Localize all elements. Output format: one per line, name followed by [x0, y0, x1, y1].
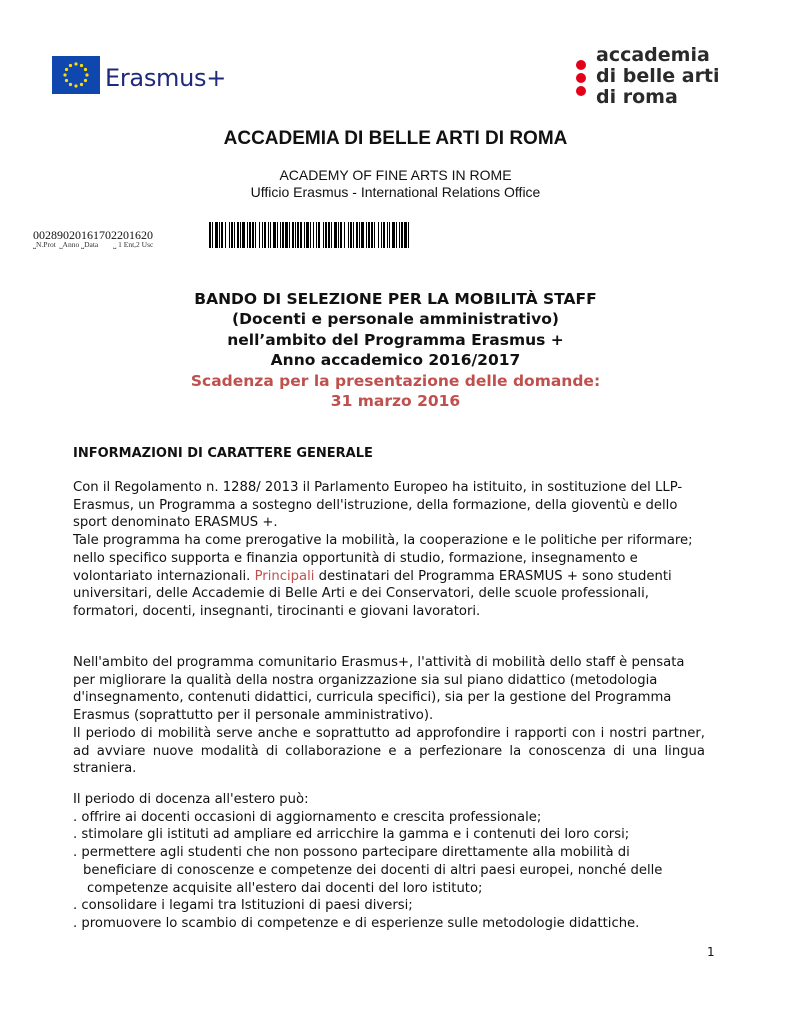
barcode-bar [387, 222, 388, 248]
barcode-bar [338, 222, 339, 248]
barcode-bar [270, 222, 271, 248]
barcode-bar [348, 222, 349, 248]
barcode-bar [366, 222, 367, 248]
barcode-bar [242, 222, 245, 248]
barcode-bar [215, 222, 218, 248]
barcode-bar [399, 222, 400, 248]
paragraph-programme [73, 532, 705, 621]
barcode-bar [237, 222, 239, 248]
barcode-bar [289, 222, 290, 248]
academy-logo-line-1: accademia [596, 44, 710, 66]
barcode-bar [316, 222, 317, 248]
deadline-date: 31 marzo 2016 [330, 392, 461, 410]
barcode-bar [383, 222, 385, 248]
barcode-bar [368, 222, 370, 248]
eu-flag-logo [52, 56, 100, 94]
barcode-bar [280, 222, 281, 248]
eu-stars-icon [52, 56, 100, 94]
paragraph-staff-mobility-s1: Nell'ambito del programma comunitario Erasmus+, l'attività di mobilità dello staff è pensata per migliorare la qualità della nostra organizzazione sia sul piano didattico (metodologia d'insegnamento, contenuti didattici, curricula specifici), sia per la gestione del Programma Erasmus (soprattutto per il personale amministrativo). [73, 655, 685, 724]
section-heading: INFORMAZIONI DI CARATTERE GENERALE [73, 446, 373, 461]
barcode-bar [356, 222, 358, 248]
barcode-bar [212, 222, 213, 248]
barcode-bar [331, 222, 332, 248]
barcode-bar [334, 222, 337, 248]
barcode-bar [255, 222, 256, 248]
barcode-bar [285, 222, 288, 248]
list-item-continuation: beneficiare di conoscenze e competenze dei docenti di altri paesi europei, nonché delle [83, 862, 663, 878]
barcode-bar [249, 222, 251, 248]
barcode-bar [404, 222, 407, 248]
barcode-bar [371, 222, 373, 248]
barcode-bar [209, 222, 211, 248]
barcode-bar [273, 222, 276, 248]
barcode-bar [297, 222, 299, 248]
barcode-bar [359, 222, 360, 248]
barcode-bar [225, 222, 226, 248]
barcode-bar [381, 222, 382, 248]
barcode-bar [310, 222, 311, 248]
list-item: . consolidare i legami tra Istituzioni di paesi diversi; [73, 898, 413, 914]
barcode-bar [219, 222, 220, 248]
barcode-bar [268, 222, 269, 248]
erasmus-logo-text: Erasmus+ [105, 64, 227, 92]
barcode-bar [378, 222, 379, 248]
barcode-bar [234, 222, 235, 248]
paragraph-regulation [73, 479, 705, 621]
barcode-bar [389, 222, 390, 248]
barcode-bar [259, 222, 260, 248]
barcode-bar [262, 222, 263, 248]
bando-line-2: (Docenti e personale amministrativo) [232, 310, 559, 328]
barcode-bar [313, 222, 314, 248]
barcode-bar [252, 222, 254, 248]
page-title: ACCADEMIA DI BELLE ARTI DI ROMA [223, 128, 568, 149]
deadline-label: Scadenza per la presentazione delle domande: [190, 372, 601, 390]
barcode-bar [304, 222, 305, 248]
barcode-bar [240, 222, 241, 248]
list-intro: Il periodo di docenza all'estero può: [73, 792, 309, 807]
barcode-bar [221, 222, 223, 248]
barcode-icon [209, 222, 411, 248]
barcode-bar [392, 222, 395, 248]
barcode-bar [361, 222, 364, 248]
barcode-bar [328, 222, 330, 248]
barcode-bar [300, 222, 302, 248]
paragraph-staff-mobility-s2: Il periodo di mobilità serve anche e soprattutto ad approfondire i rapporti con i nostri partner, ad avviare nuove modalità di collaborazione e a perfezionare la conoscenza di una lingua straniera. [73, 725, 705, 777]
barcode-bar [323, 222, 324, 248]
paragraph-programme-text: Tale programma ha come prerogative la mobilità, la cooperazione e le politiche per riformare; nello specifico supporta e finanzia opportunità di studio, formazione, insegnamento e volontariato internazionali. [73, 533, 693, 584]
list-item: . offrire ai docenti occasioni di aggiornamento e crescita professionale; [73, 809, 542, 825]
barcode-bar [350, 222, 352, 248]
barcode-bar [401, 222, 403, 248]
barcode-bar [318, 222, 320, 248]
barcode-bar [231, 222, 233, 248]
barcode-bar [247, 222, 248, 248]
list-item-continuation: competenze acquisite all'estero dai docenti del loro istituto; [87, 880, 483, 896]
paragraph-staff-mobility [73, 654, 705, 778]
barcode-bar [292, 222, 294, 248]
academy-logo-dots-icon [574, 58, 588, 98]
barcode-bar [353, 222, 354, 248]
teaching-benefits-list [73, 791, 705, 933]
barcode-bar [374, 222, 375, 248]
barcode-bar [344, 222, 345, 248]
paragraph-regulation-s1: Con il Regolamento n. 1288/ 2013 il Parlamento Europeo ha istituito, in sostituzione del LLP-Erasmus, un Programma a sostegno dell'istruzione, della formazione, della gioventù e dello sport denominato ERASMUS +. [73, 480, 683, 531]
subtitle-english: ACADEMY OF FINE ARTS IN ROME [279, 167, 512, 183]
bando-line-3: nell’ambito del Programma Erasmus + [227, 331, 564, 349]
paragraph-programme-text-2: destinatari del Programma ERASMUS + sono studenti universitari, delle Accademie di Belle Arti e dei Conservatori, delle scuole professionali, formatori, docenti, insegnanti, tirocinanti e giovani lavoratori. [73, 568, 672, 619]
highlight-principali: Principali [254, 568, 315, 584]
barcode-bar [282, 222, 284, 248]
academy-logo-text [596, 45, 720, 108]
list-item: . permettere agli studenti che non possono partecipare direttamente alla mobilità di [73, 845, 630, 861]
barcode-bar [306, 222, 309, 248]
protocol-number: 0028902016170220162​0 [33, 228, 153, 242]
barcode-bar [229, 222, 230, 248]
barcode-bar [295, 222, 296, 248]
bando-line-4: Anno accademico 2016/2017 [270, 351, 521, 369]
bando-line-1: BANDO DI SELEZIONE PER LA MOBILITÀ STAFF [194, 290, 597, 308]
page-number: 1 [707, 945, 715, 959]
barcode-bar [325, 222, 327, 248]
subtitle-office: Ufficio Erasmus - International Relations Office [250, 184, 541, 200]
list-item: . stimolare gli istituti ad ampliare ed arricchire la gamma e i contenuti dei loro corsi; [73, 827, 630, 843]
barcode-bar [396, 222, 397, 248]
protocol-labels: ⎵N.Prot ⎵Anno ⎵Data ⎵ 1 Ent,2 Usc [33, 240, 154, 249]
academy-logo-line-3: di roma [596, 86, 678, 108]
barcode-bar [340, 222, 342, 248]
barcode-bar [277, 222, 278, 248]
barcode-bar [408, 222, 409, 248]
barcode-bar [264, 222, 266, 248]
academy-logo-line-2: di belle arti [596, 65, 720, 87]
list-item: . promuovere lo scambio di competenze e di esperienze sulle metodologie didattiche. [73, 915, 640, 931]
